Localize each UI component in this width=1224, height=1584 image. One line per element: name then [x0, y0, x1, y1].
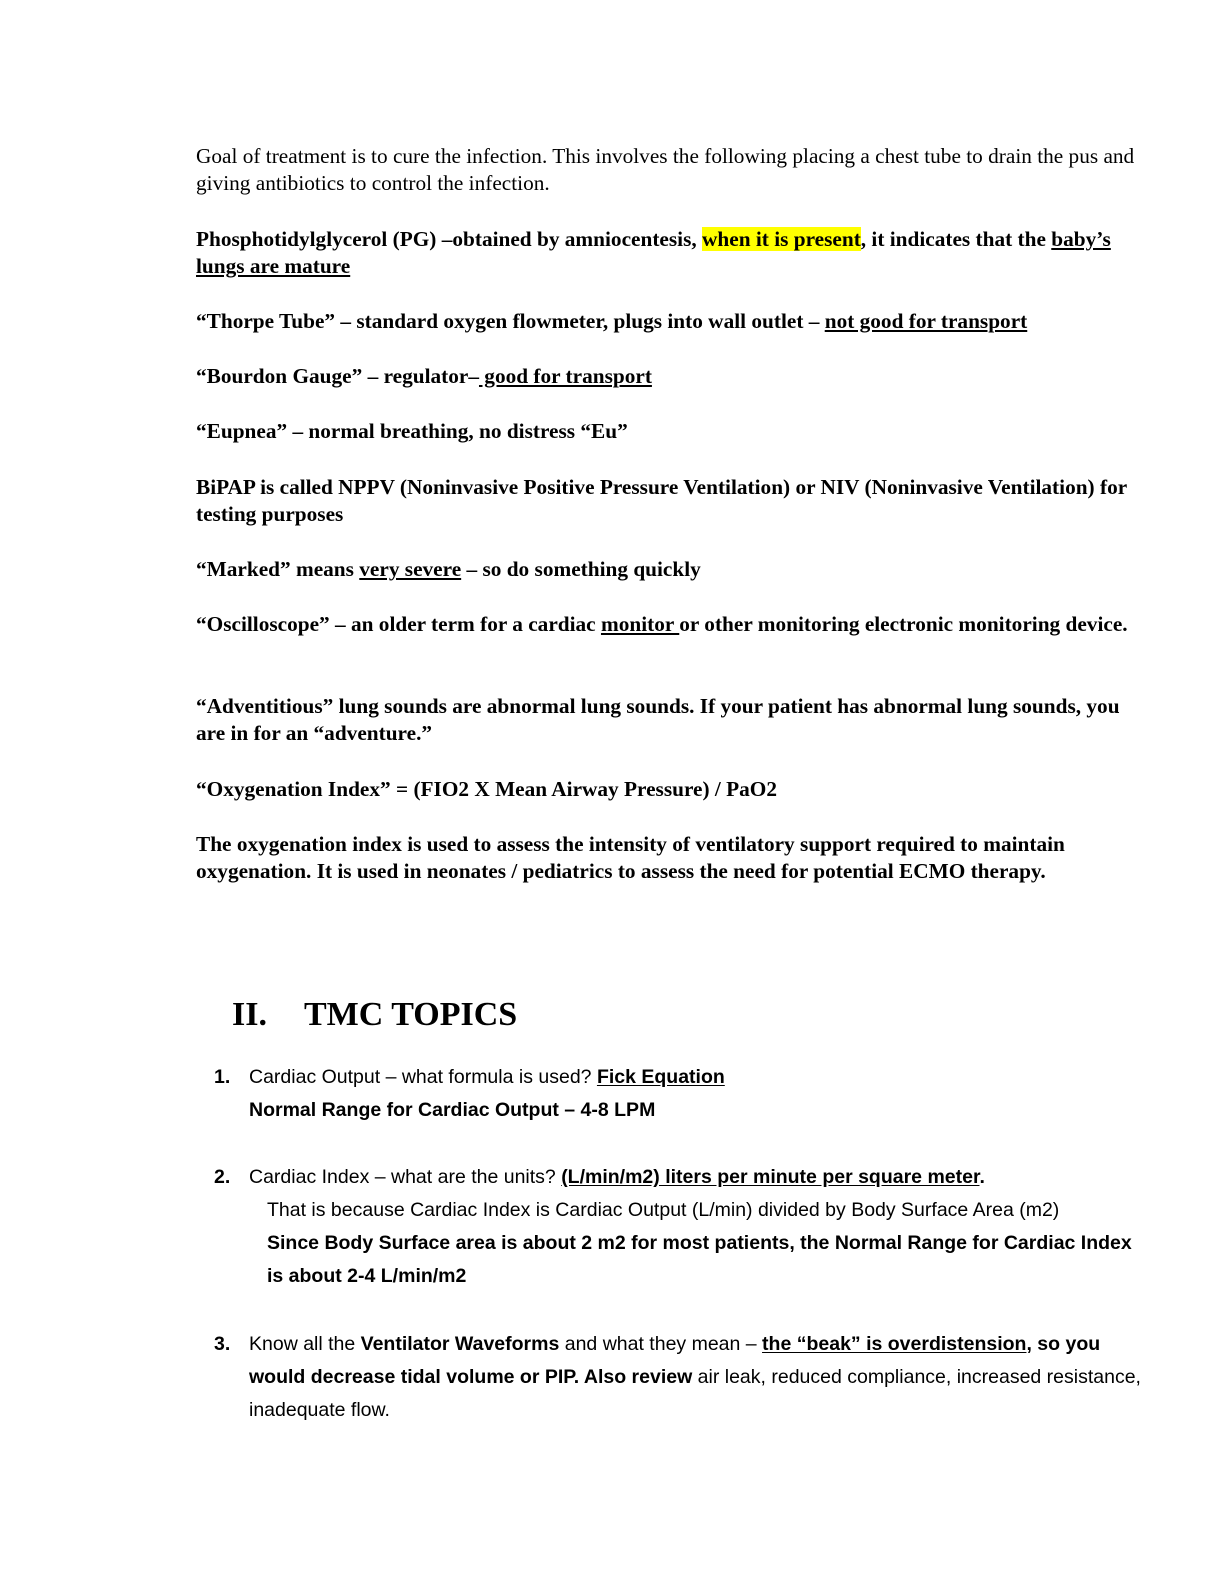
paragraph-bipap: [196, 474, 1146, 528]
text: Phosphotidylglycerol (PG) –obtained by amniocentesis,: [196, 227, 703, 251]
text: or other monitoring electronic monitoring device.: [679, 612, 1128, 636]
text: “Adventitious” lung sounds are abnormal lung sounds. If your patient has abnormal lung sounds, you are in for an “adventure.”: [196, 694, 1120, 745]
paragraph-oxygenation-index-description: [196, 831, 1146, 885]
underlined-text: Fick Equation: [596, 1066, 725, 1088]
text: , it indicates that the: [860, 227, 1052, 251]
text: Cardiac Output – what formula is used?: [249, 1066, 597, 1088]
paragraph-eupnea: [196, 418, 1146, 445]
text: “Oscilloscope” – an older term for a cardiac: [196, 612, 601, 636]
text: , so you would decrease tidal volume or PIP. Also review: [249, 1333, 1101, 1388]
text: Cardiac Index – what are the units?: [249, 1166, 562, 1188]
text: Ventilator Waveforms: [360, 1333, 560, 1355]
underlined-text: good for transport: [478, 364, 652, 388]
underlined-text: monitor: [600, 612, 680, 636]
paragraph-phosphotidylglycerol: [196, 226, 1146, 280]
text: Normal Range for Cardiac Output – 4-8 LPM: [249, 1099, 656, 1121]
underlined-text: the “beak” is overdistension: [762, 1333, 1027, 1355]
section-number: II.: [232, 996, 267, 1033]
underlined-text: (L/min/m2) liters per minute per square meter: [561, 1166, 980, 1188]
paragraph-bourdon-gauge: [196, 363, 1146, 390]
text: – so do something quickly: [461, 557, 701, 581]
text: Goal of treatment is to cure the infection. This involves the following placing a chest tube to drain the pus and giving antibiotics to control the infection.: [196, 144, 1135, 195]
text: Since Body Surface area is about 2 m2 for most patients, the Normal Range for Cardiac Index is about 2-4 L/min/m2: [267, 1232, 1132, 1287]
list-number: 3.: [214, 1333, 231, 1355]
text: BiPAP is called NPPV (Noninvasive Positive Pressure Ventilation) or NIV (Noninvasive Ventilation) for testing purposes: [196, 475, 1127, 526]
text: “Thorpe Tube” – standard oxygen flowmeter, plugs into wall outlet –: [196, 309, 825, 333]
paragraph-adventitious: [196, 693, 1146, 747]
text: “Eupnea” – normal breathing, no distress “Eu”: [196, 419, 628, 443]
list-number: 2.: [214, 1166, 231, 1188]
list-item-text: [249, 1161, 1144, 1194]
text: air leak, reduced compliance, increased resistance, inadequate flow.: [249, 1366, 1141, 1421]
text: .: [979, 1166, 985, 1188]
text: and what they mean –: [559, 1333, 763, 1355]
highlighted-text: when it is present: [702, 227, 861, 251]
underlined-text: baby’s lungs are mature: [196, 227, 1111, 278]
paragraph-marked: [196, 556, 1146, 583]
section-heading: [232, 994, 517, 1036]
text: “Marked” means: [196, 557, 360, 581]
list-number: 1.: [214, 1066, 231, 1088]
text: That is because Cardiac Index is Cardiac Output (L/min) divided by Body Surface Area (m2): [267, 1199, 1060, 1221]
list-item-text: [249, 1328, 1144, 1427]
paragraph-oscilloscope: [196, 611, 1146, 638]
paragraph-oxygenation-index-formula: [196, 776, 1146, 803]
list-item-detail: [267, 1194, 1147, 1293]
text: Know all the: [249, 1333, 361, 1355]
text: “Oxygenation Index” = (FIO2 X Mean Airway Pressure) / PaO2: [196, 777, 778, 801]
text: “Bourdon Gauge” – regulator–: [196, 364, 479, 388]
section-title: TMC TOPICS: [304, 996, 518, 1033]
paragraph-thorpe-tube: [196, 308, 1146, 335]
text: The oxygenation index is used to assess the intensity of ventilatory support required to maintain oxygenation. It is used in neonates / pediatrics to assess the need for potential ECMO therapy.: [196, 832, 1065, 883]
paragraph-treatment-goal: [196, 143, 1146, 197]
underlined-text: not good for transport: [824, 309, 1028, 333]
underlined-text: very severe: [359, 557, 462, 581]
list-item-text: [249, 1061, 1144, 1127]
